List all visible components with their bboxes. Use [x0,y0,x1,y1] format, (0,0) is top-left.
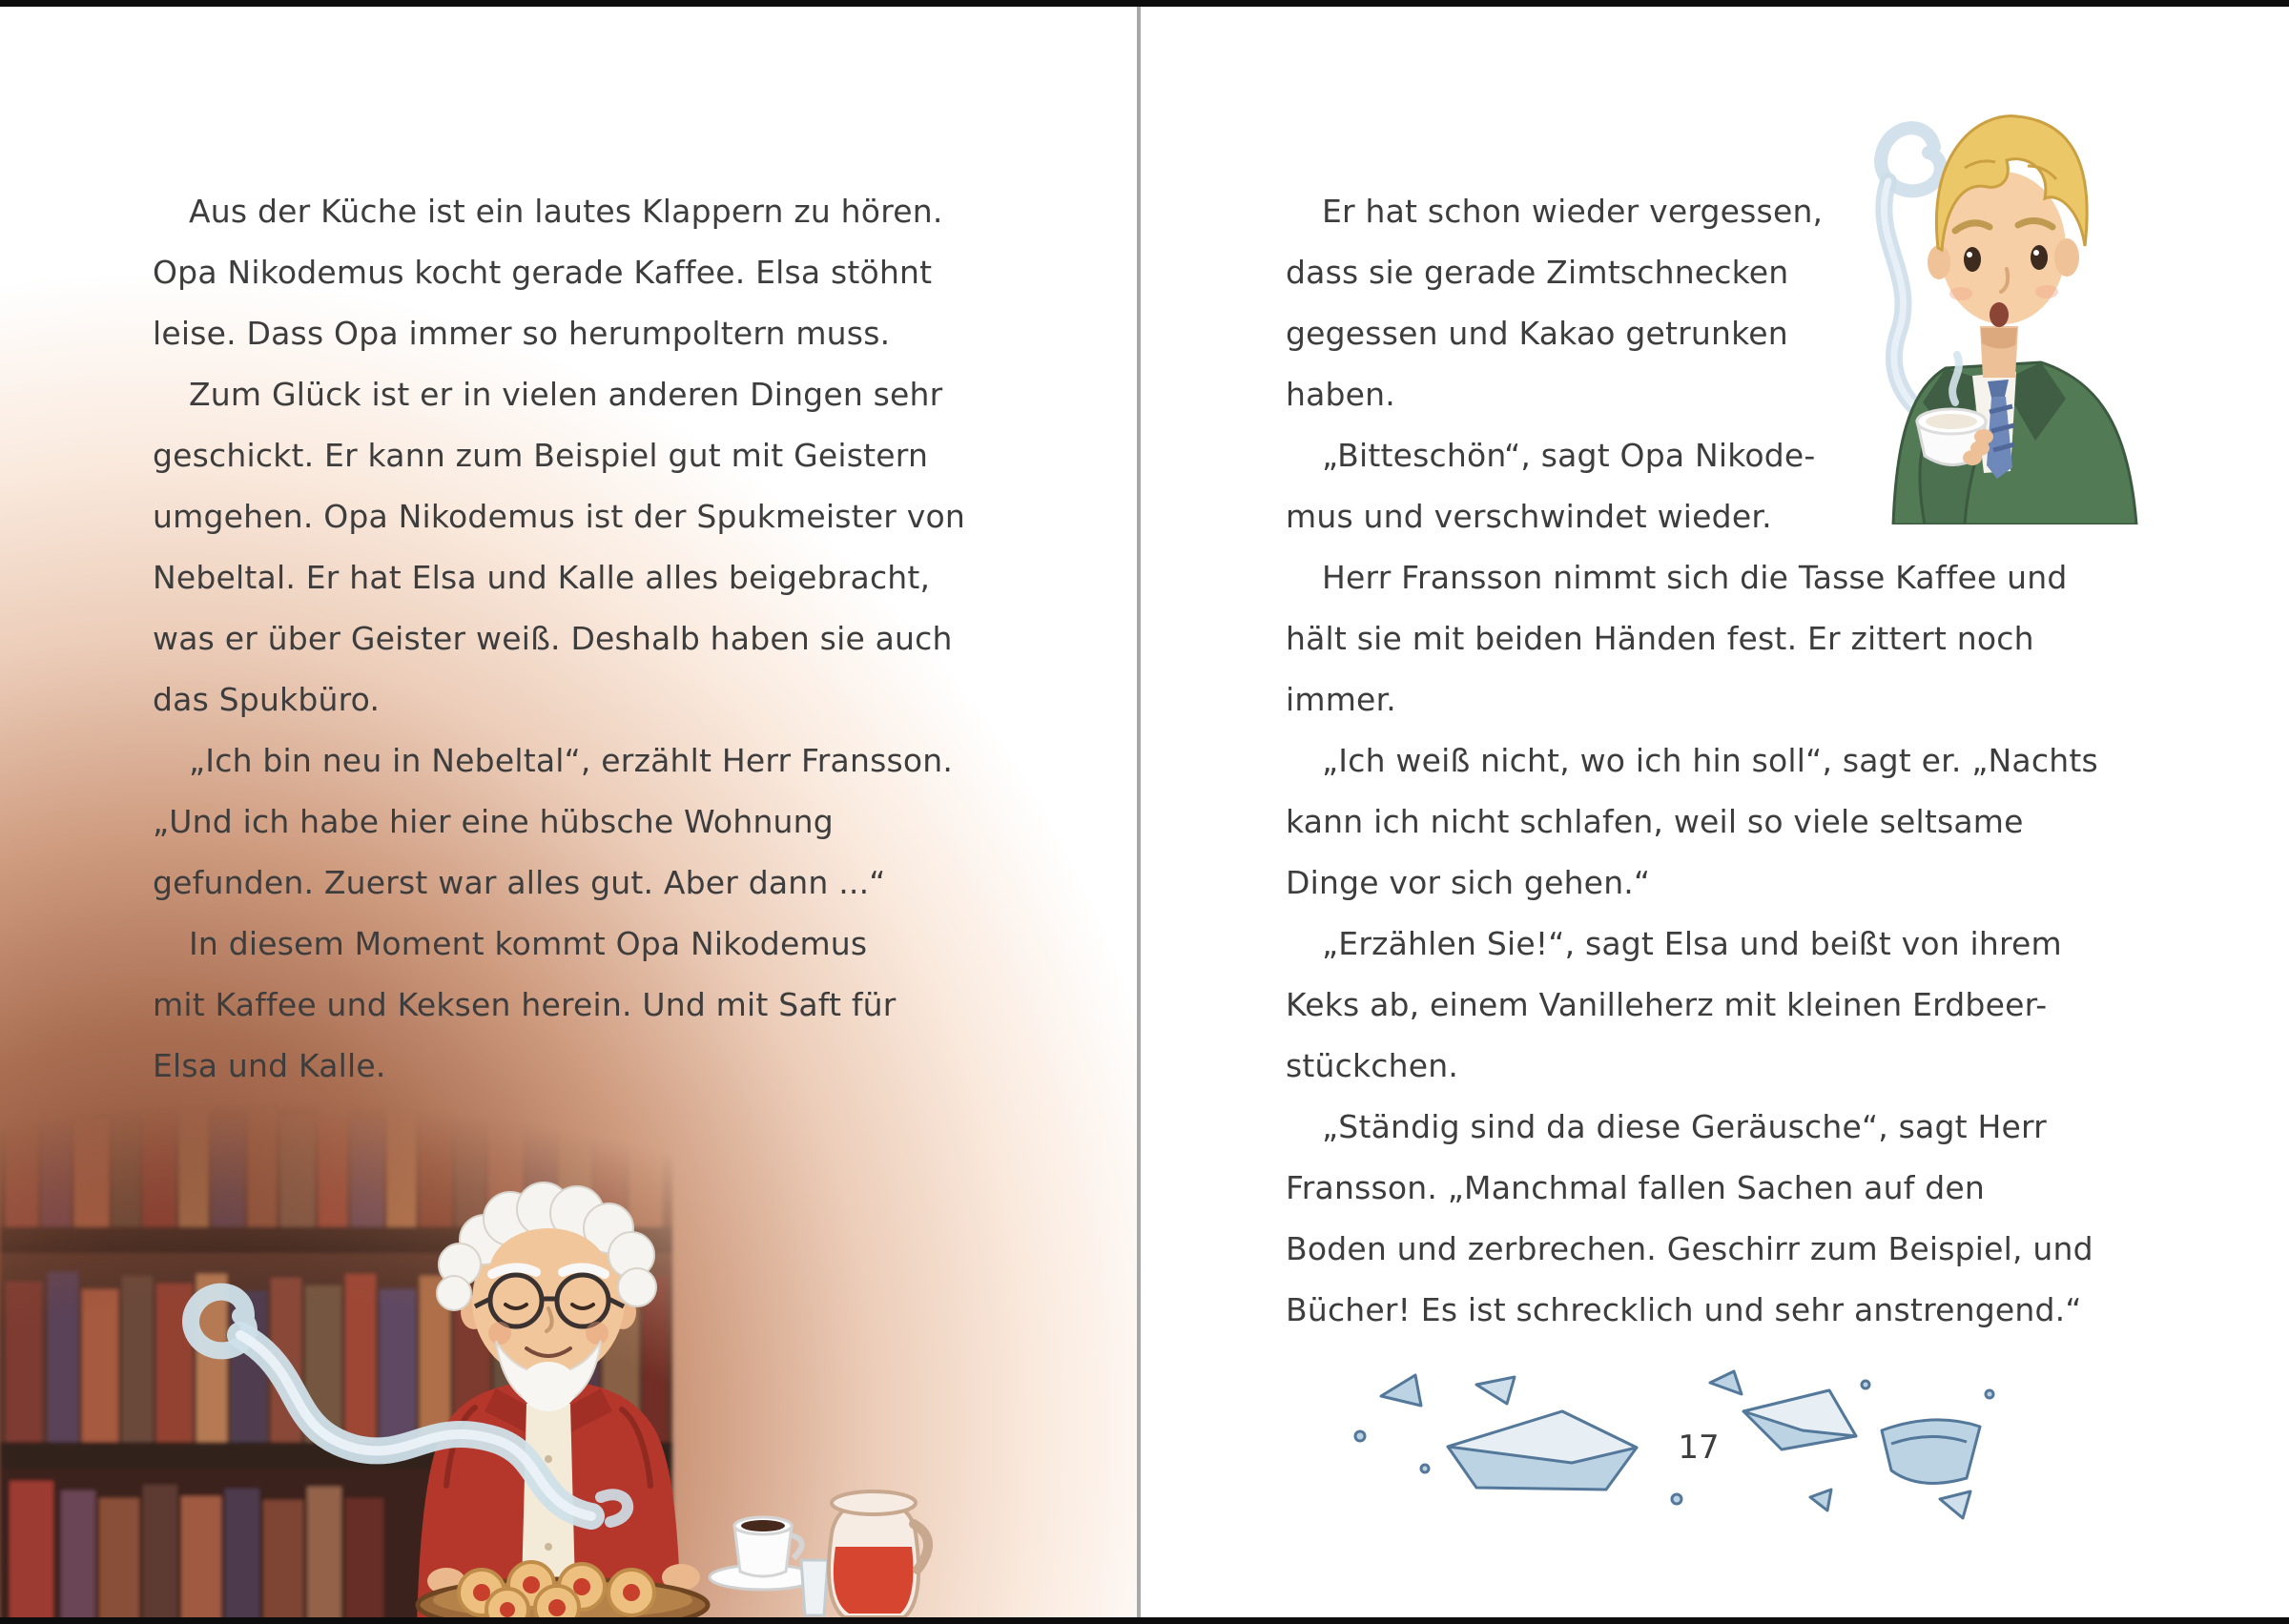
text-line: Dinge vor sich gehen.“ [1286,864,1651,901]
top-edge-bar [0,0,2289,7]
text-line: Opa Nikodemus kocht gerade Kaffee. Elsa stöhnt [153,254,933,291]
text-line: Er hat schon wieder vergessen, [1322,193,1824,230]
text-line: leise. Dass Opa immer so herumpoltern muss. [153,315,891,352]
text-line: gegessen und Kakao getrunken [1286,315,1788,352]
text-line: was er über Geister weiß. Deshalb haben sie auch [153,620,953,657]
text-line: In diesem Moment kommt Opa Nikodemus [189,925,868,962]
text-line: kann ich nicht schlafen, weil so viele seltsame [1286,803,2024,840]
text-line: Zum Glück ist er in vielen anderen Dingen sehr [189,376,943,413]
text-line: mus und verschwindet wieder. [1286,498,1772,535]
page-divider [1137,0,1141,1624]
text-line: „Erzählen Sie!“, sagt Elsa und beißt von ihrem [1322,925,2062,962]
text-line: „Und ich habe hier eine hübsche Wohnung [153,803,834,840]
text-line: gefunden. Zuerst war alles gut. Aber dann ...“ [153,864,886,901]
grandpa-nikodemus-illustration [0,1085,963,1624]
right-page-text [1286,181,2098,1341]
left-page-text [153,181,965,1097]
text-line: Fransson. „Manchmal fallen Sachen auf den [1286,1169,1985,1206]
text-line: mit Kaffee und Keksen herein. Und mit Saft für [153,986,897,1023]
right-page [1141,0,2289,1624]
text-line: immer. [1286,681,1396,718]
text-line: „Bitteschön“, sagt Opa Nikode- [1322,437,1816,474]
text-line: hält sie mit beiden Händen fest. Er zittert noch [1286,620,2034,657]
text-line: haben. [1286,376,1395,413]
text-line: Boden und zerbrechen. Geschirr zum Beispiel, und [1286,1230,2093,1267]
text-line: Bücher! Es ist schrecklich und sehr anstrengend.“ [1286,1291,2082,1328]
text-line: Herr Fransson nimmt sich die Tasse Kaffee und [1322,559,2068,596]
text-line: „Ich bin neu in Nebeltal“, erzählt Herr Fransson. [189,742,954,779]
text-line: Nebeltal. Er hat Elsa und Kalle alles beigebracht, [153,559,931,596]
text-line: umgehen. Opa Nikodemus ist der Spukmeister von [153,498,965,535]
text-line: Keks ab, einem Vanilleherz mit kleinen Erdbeer- [1286,986,2048,1023]
text-line: stückchen. [1286,1047,1459,1084]
page-number: 17 [1678,1429,1720,1467]
text-line: „Ständig sind da diese Geräusche“, sagt Herr [1322,1108,2047,1145]
bottom-edge-bar [0,1617,2289,1624]
text-line: „Ich weiß nicht, wo ich hin soll“, sagt er. „Nachts [1322,742,2098,779]
left-page [0,0,1137,1624]
text-line: das Spukbüro. [153,681,381,718]
text-line: Elsa und Kalle. [153,1047,386,1084]
text-line: Aus der Küche ist ein lautes Klappern zu hören. [189,193,943,230]
text-line: geschickt. Er kann zum Beispiel gut mit Geistern [153,437,929,474]
text-line: dass sie gerade Zimtschnecken [1286,254,1789,291]
